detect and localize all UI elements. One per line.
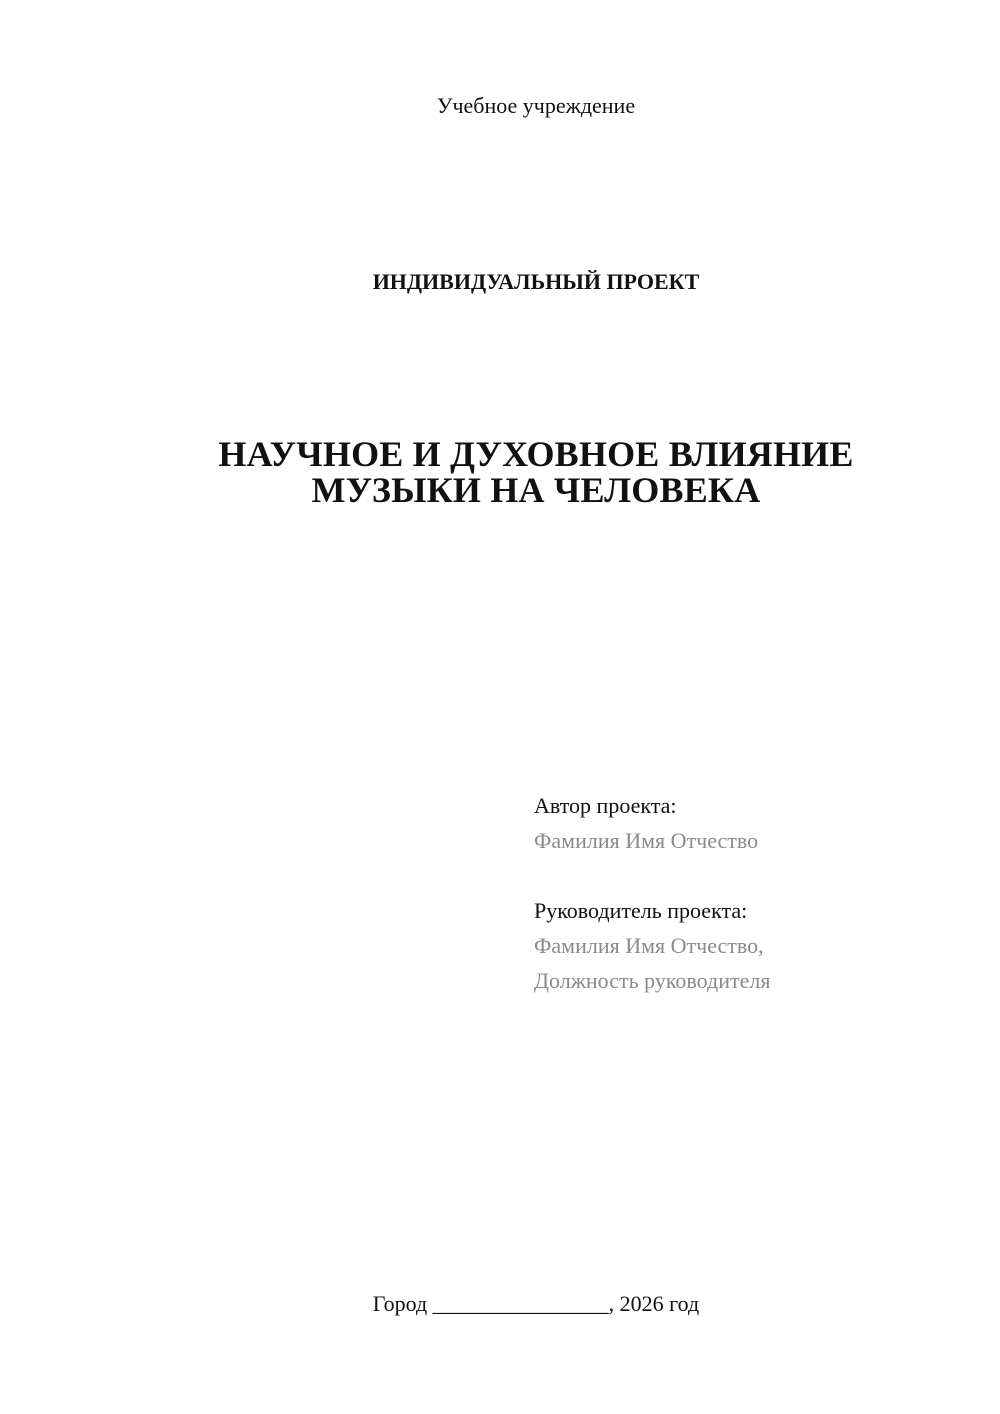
supervisor-position: Должность руководителя [534, 968, 771, 993]
project-title [0, 436, 1000, 508]
institution-name: Учебное учреждение [436, 93, 636, 118]
city-year-footer: Город ________________, 2026 год [372, 1291, 700, 1316]
project-info-block [534, 788, 974, 998]
project-title-line-1: НАУЧНОЕ И ДУХОВНОЕ ВЛИЯНИЕ [218, 434, 854, 474]
project-title-line-2: МУЗЫКИ НА ЧЕЛОВЕКА [311, 470, 761, 510]
info-spacer [534, 858, 974, 893]
document-type-heading: ИНДИВИДУАЛЬНЫЙ ПРОЕКТ [372, 269, 700, 294]
author-label: Автор проекта: [534, 793, 677, 818]
supervisor-label: Руководитель проекта: [534, 898, 748, 923]
author-name: Фамилия Имя Отчество [534, 828, 759, 853]
supervisor-name: Фамилия Имя Отчество, [534, 933, 764, 958]
